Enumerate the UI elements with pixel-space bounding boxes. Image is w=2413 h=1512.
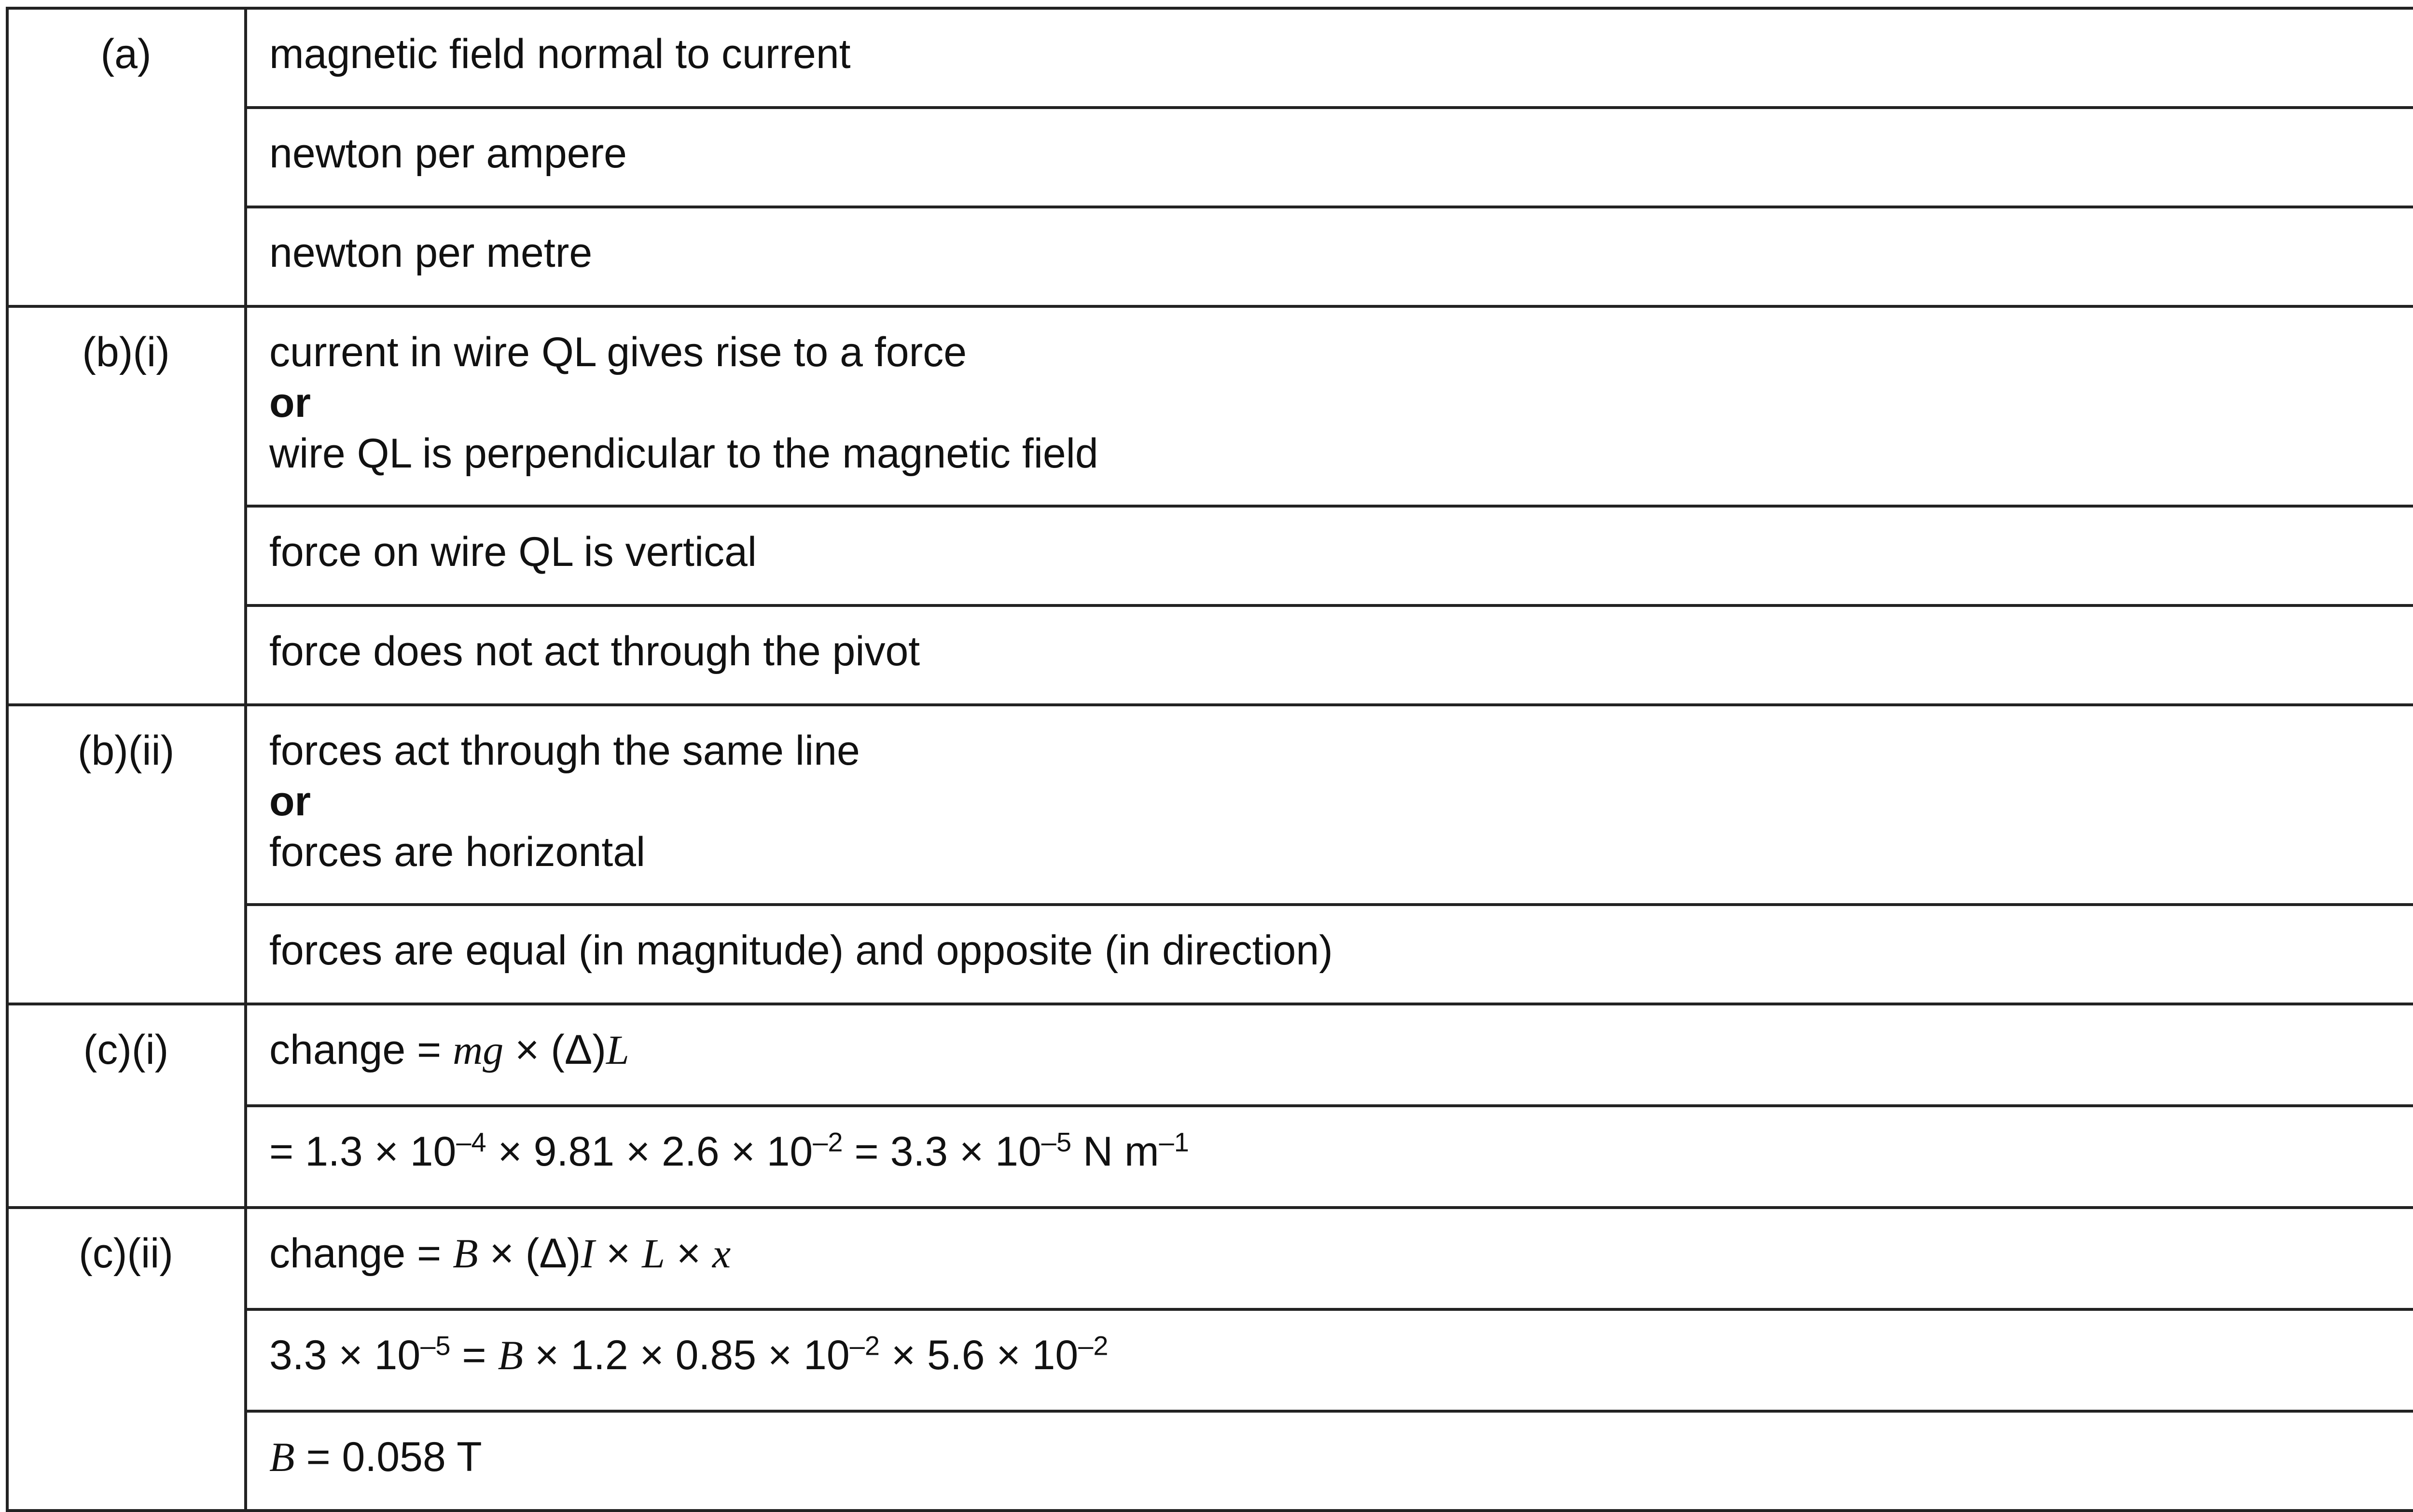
answer-cell — [246, 1004, 2413, 1106]
mark-scheme-table — [6, 7, 2413, 1512]
part-label-a: (a) — [7, 8, 246, 306]
variable-L: L — [642, 1230, 665, 1277]
answer-cell: forces are equal (in magnitude) and opposite (in direction) — [246, 905, 2413, 1004]
variable-mg: mg — [453, 1027, 504, 1073]
answer-cell — [246, 705, 2413, 905]
exponent: –2 — [813, 1127, 843, 1157]
exponent: –5 — [420, 1330, 451, 1361]
equation-text: × — [665, 1230, 712, 1277]
table-row — [7, 1004, 2413, 1106]
equation-text: × (Δ) — [478, 1230, 581, 1277]
answer-cell — [246, 1106, 2413, 1208]
part-label-b-i: (b)(i) — [7, 306, 246, 705]
answer-cell: newton per ampere — [246, 108, 2413, 207]
part-label-c-i: (c)(i) — [7, 1004, 246, 1208]
equation-text: N m — [1071, 1128, 1159, 1175]
table-row — [7, 1106, 2413, 1208]
variable-x: x — [712, 1230, 731, 1277]
equation-text: = 3.3 × 10 — [843, 1128, 1041, 1175]
variable-L: L — [606, 1027, 629, 1073]
table-row — [7, 905, 2413, 1004]
table-row — [7, 108, 2413, 207]
answer-cell: force does not act through the pivot — [246, 605, 2413, 705]
answer-cell: force on wire QL is vertical — [246, 506, 2413, 605]
equation-text: × 1.2 × 0.85 × 10 — [523, 1332, 850, 1378]
variable-I: I — [581, 1230, 595, 1277]
answer-cell — [246, 306, 2413, 506]
mark-scheme — [6, 7, 2413, 1512]
table-row — [7, 207, 2413, 306]
equation-text: × 9.81 × 2.6 × 10 — [486, 1128, 813, 1175]
table-row — [7, 705, 2413, 905]
part-label-c-ii: (c)(ii) — [7, 1208, 246, 1511]
exponent: –2 — [1078, 1330, 1109, 1361]
or-separator: or — [269, 778, 311, 825]
answer-cell: newton per metre — [246, 207, 2413, 306]
equation-text: × — [595, 1230, 642, 1277]
answer-line: forces are horizontal — [269, 828, 646, 875]
answer-cell — [246, 1411, 2413, 1511]
exponent: –5 — [1041, 1127, 1072, 1157]
or-separator: or — [269, 379, 311, 426]
answer-line: forces act through the same line — [269, 728, 860, 774]
table-row — [7, 1309, 2413, 1411]
equation-prefix: change = — [269, 1027, 453, 1073]
table-row — [7, 1411, 2413, 1511]
table-row — [7, 1208, 2413, 1309]
table-row — [7, 506, 2413, 605]
equation-text: × 5.6 × 10 — [880, 1332, 1079, 1378]
variable-B: B — [498, 1332, 524, 1378]
table-row — [7, 605, 2413, 705]
exponent: –4 — [456, 1127, 486, 1157]
exponent: –2 — [849, 1330, 880, 1361]
answer-cell: magnetic field normal to current — [246, 8, 2413, 108]
variable-B: B — [453, 1230, 478, 1277]
answer-line: wire QL is perpendicular to the magnetic field — [269, 430, 1098, 477]
equation-text: 3.3 × 10 — [269, 1332, 421, 1378]
equation-text: = — [450, 1332, 498, 1378]
exponent: –1 — [1159, 1127, 1189, 1157]
answer-cell — [246, 1309, 2413, 1411]
variable-B: B — [269, 1434, 295, 1480]
answer-cell — [246, 1208, 2413, 1309]
table-row — [7, 306, 2413, 506]
table-row — [7, 8, 2413, 108]
equation-text: = 0.058 T — [294, 1434, 482, 1480]
part-label-b-ii: (b)(ii) — [7, 705, 246, 1004]
equation-text: × (Δ) — [503, 1027, 606, 1073]
answer-line: current in wire QL gives rise to a force — [269, 329, 967, 375]
equation-text: = 1.3 × 10 — [269, 1128, 457, 1175]
equation-prefix: change = — [269, 1230, 453, 1277]
